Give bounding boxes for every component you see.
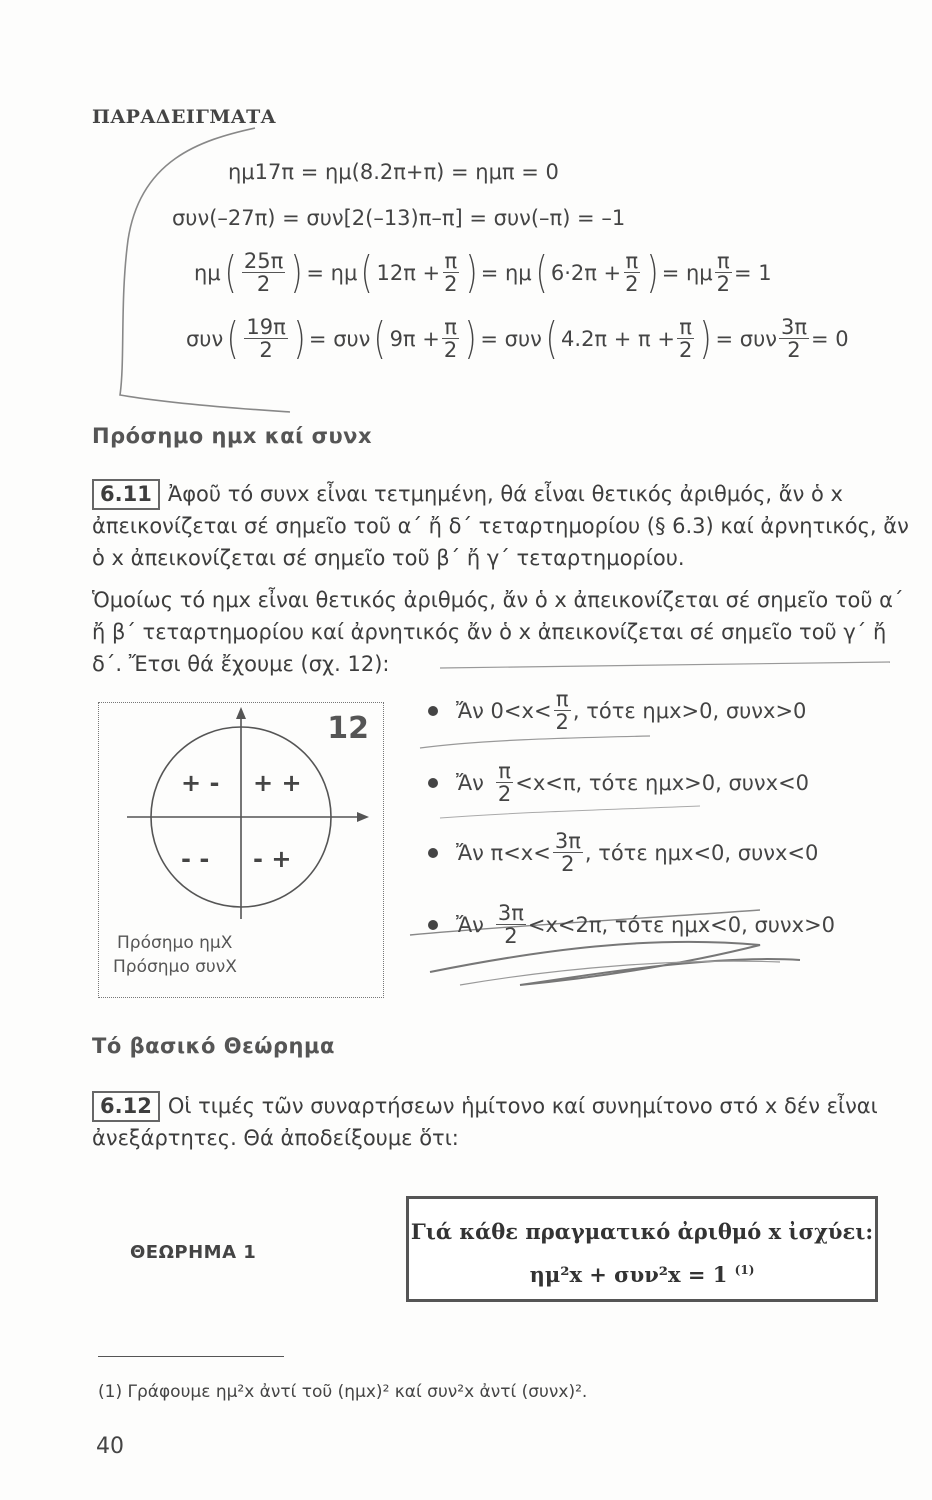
fraction [442, 250, 459, 295]
case-4 [428, 902, 835, 947]
numerator: 3π [780, 315, 807, 339]
y-axis-arrow [236, 707, 246, 719]
numerator: 25π [243, 249, 284, 273]
example-3 [194, 246, 772, 298]
equals: = συν [480, 326, 542, 351]
denominator: 2 [444, 272, 458, 297]
example-1-text: ημ17π = ημ(8.2π+π) = ημπ = 0 [228, 160, 559, 184]
denominator: 2 [561, 852, 575, 877]
numerator: 3π [554, 829, 581, 853]
equals: = συν [308, 326, 371, 351]
numerator: π [555, 687, 569, 711]
theorem-label: ΘΕΩΡΗΜΑ 1 [130, 1242, 257, 1263]
equals: = ημ [306, 260, 358, 285]
theorem-box [406, 1196, 878, 1302]
theorem-line-2 [409, 1251, 875, 1294]
fraction [677, 316, 694, 361]
case-text: , τότε ημx>0, συνx>0 [572, 698, 807, 723]
basic-theorem-heading: Τό βασικό Θεώρημα [92, 1034, 335, 1058]
sign-heading: Πρόσημο ημx καί συνx [92, 424, 373, 448]
equals: = συν [715, 326, 777, 351]
fraction [242, 250, 285, 295]
theorem-line-1: Γιά κάθε πραγματικό ἀριθμό x ἰσχύει: [410, 1219, 874, 1244]
denominator: 2 [716, 272, 731, 297]
denominator: 2 [256, 272, 271, 297]
case-3 [428, 830, 818, 875]
denominator: 2 [787, 338, 801, 363]
right-paren: ) [465, 246, 478, 298]
bullet-icon [428, 778, 438, 788]
left-paren: ( [226, 312, 239, 364]
fraction [496, 760, 513, 805]
quadrant-4-signs: - + [253, 845, 292, 873]
fraction [779, 316, 809, 361]
section-6-12 [92, 1090, 912, 1154]
fraction [442, 316, 459, 361]
fraction [244, 316, 287, 361]
numerator: 19π [246, 315, 286, 339]
figure-12 [98, 702, 384, 998]
fraction [623, 250, 640, 295]
numerator: π [625, 249, 639, 273]
result: = 1 [734, 260, 772, 285]
denominator: 2 [678, 338, 693, 363]
footnote-divider [98, 1356, 284, 1357]
case-1 [428, 688, 806, 733]
denominator: 2 [555, 710, 569, 735]
case-text: <x<2π, τότε ημx<0, συνx>0 [527, 912, 836, 937]
section-6-11 [92, 478, 912, 574]
quadrant-1-signs: + + [253, 769, 302, 797]
term: 4.2π + π + [561, 326, 675, 351]
denominator: 2 [259, 338, 273, 363]
example-4-fn: συν [186, 326, 224, 351]
left-paren: ( [224, 246, 237, 298]
legend-sin: Πρόσημο ημX [117, 933, 233, 953]
right-paren: ) [646, 246, 659, 298]
case-text: Ἄν [456, 912, 484, 937]
example-2 [172, 206, 625, 230]
footnote-ref: (1) [734, 1263, 755, 1277]
numerator: π [498, 759, 511, 783]
right-paren: ) [464, 312, 477, 364]
left-paren: ( [360, 246, 373, 298]
bullet-icon [428, 706, 438, 716]
denominator: 2 [497, 782, 512, 807]
examples-heading: ΠΑΡΑΔΕΙΓΜΑΤΑ [92, 106, 276, 128]
term: 12π + [376, 260, 441, 285]
case-2 [428, 760, 809, 805]
figure-number: 12 [327, 711, 369, 746]
section-6-11-text-1: Ἀφοῦ τό συνx εἶναι τετμημένη, θά εἶναι θετικός ἀριθμός, ἄν ὁ x ἀπεικονίζεται σέ σημεῖο τοῦ α΄ ἤ δ΄ τεταρτημορίου (§ 6.3) καί ἀρνητικός, ἄν ὁ x ἀπεικονίζεται σέ σημεῖο τοῦ β΄ ἤ γ΄ τεταρτημορίου. [92, 482, 909, 570]
page-number: 40 [96, 1434, 124, 1459]
footnote: (1) Γράφουμε ημ²x ἀντί τοῦ (ημx)² καί συν²x ἀντί (συνx)². [98, 1382, 588, 1402]
example-3-fn: ημ [194, 260, 221, 285]
section-6-11-para-2: Ὁμοίως τό ημx εἶναι θετικός ἀριθμός, ἄν ὁ x ἀπεικονίζεται σέ σημεῖο τοῦ α΄ ἤ β΄ τεταρτημορίου καί ἀρνητικός ἄν ὁ x ἀπεικονίζεται σέ σημεῖο τοῦ γ΄ ἤ δ΄. Ἔτσι θά ἔχουμε (σχ. 12): [92, 588, 904, 676]
numerator: π [679, 315, 692, 339]
case-text: Ἄν 0<x< [456, 698, 552, 723]
example-4 [186, 312, 849, 364]
example-1 [228, 160, 559, 184]
section-number-6-11: 6.11 [92, 479, 160, 510]
term: 9π + [389, 326, 440, 351]
legend-cos: Πρόσημο συνX [113, 957, 237, 977]
equals: = ημ [480, 260, 532, 285]
fraction [553, 830, 583, 875]
denominator: 2 [504, 924, 518, 949]
bullet-icon [428, 848, 438, 858]
result: = 0 [810, 326, 849, 351]
right-paren: ) [290, 246, 303, 298]
left-paren: ( [545, 312, 558, 364]
denominator: 2 [625, 272, 639, 297]
denominator: 2 [443, 338, 458, 363]
case-text: , τότε ημx<0, συνx<0 [584, 840, 819, 865]
left-paren: ( [535, 246, 548, 298]
fraction [554, 688, 571, 733]
bullet-icon [428, 920, 438, 930]
right-paren: ) [699, 312, 712, 364]
quadrant-3-signs: - - [181, 845, 210, 873]
x-axis-arrow [357, 812, 369, 822]
numerator: π [717, 249, 730, 273]
numerator: π [444, 315, 457, 339]
term: 6·2π + [550, 260, 622, 285]
case-text: Ἄν [456, 770, 484, 795]
equals: = ημ [661, 260, 713, 285]
section-number-6-12: 6.12 [92, 1091, 160, 1122]
fraction [715, 250, 732, 295]
theorem-formula: ημ²x + συν²x = 1 [529, 1262, 728, 1287]
numerator: 3π [497, 901, 524, 925]
left-paren: ( [373, 312, 386, 364]
numerator: π [444, 249, 458, 273]
section-6-12-text: Οἱ τιμές τῶν συναρτήσεων ἡμίτονο καί συνημίτονο στό x δέν εἶναι ἀνεξάρτητες. Θά ἀποδείξουμε ὅτι: [92, 1094, 878, 1150]
case-text: <x<π, τότε ημx>0, συνx<0 [515, 770, 810, 795]
example-2-text: συν(–27π) = συν[2(–13)π–π] = συν(–π) = –1 [172, 206, 626, 230]
fraction [496, 902, 526, 947]
case-text: Ἄν π<x< [456, 840, 551, 865]
right-paren: ) [293, 312, 306, 364]
quadrant-2-signs: + - [181, 769, 220, 797]
